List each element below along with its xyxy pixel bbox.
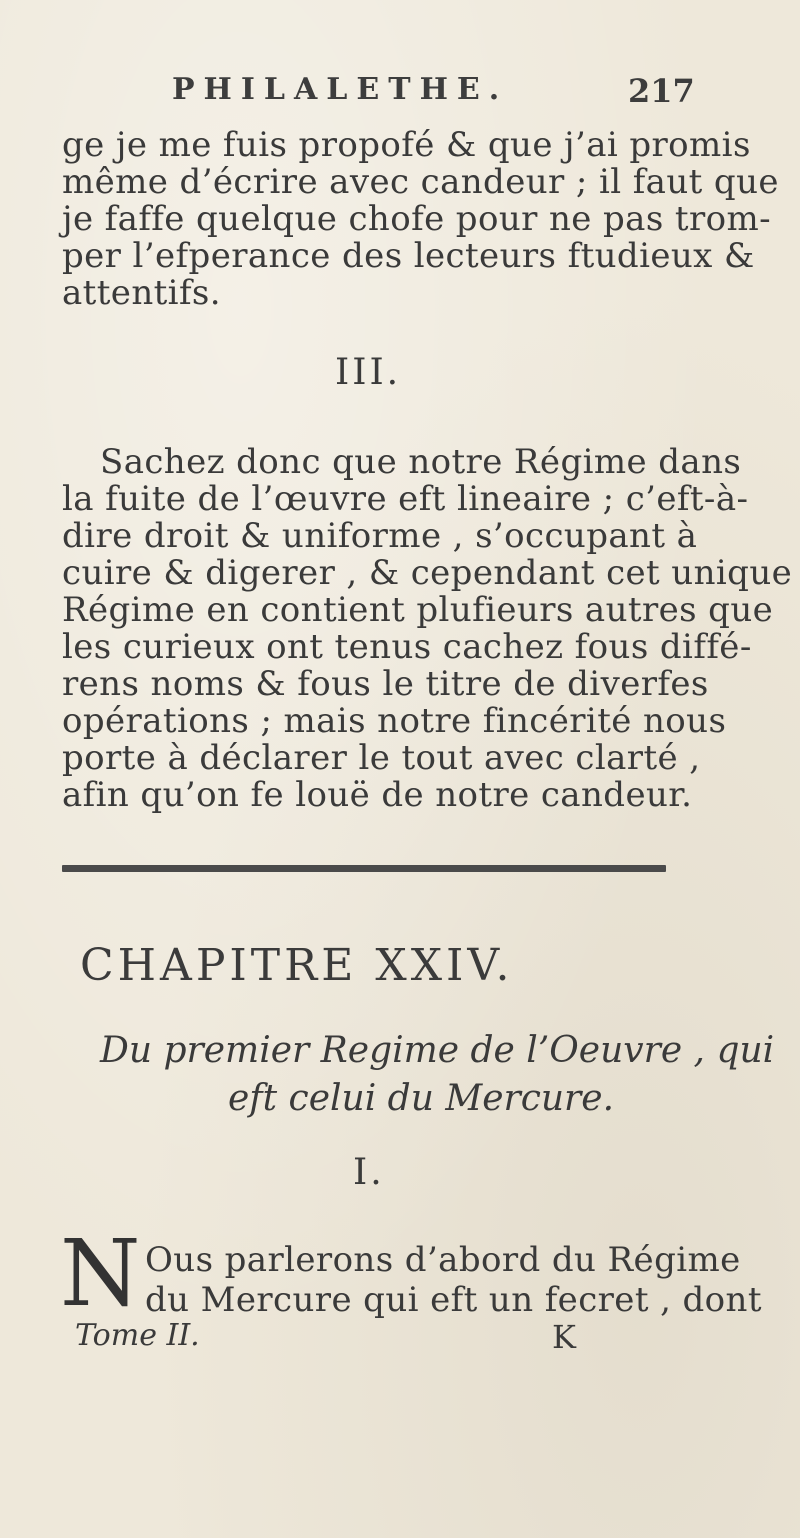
text-line: dire droit & uniforme , s’occupant à (62, 516, 698, 556)
text-line: opérations ; mais notre fincérité nous (62, 701, 727, 741)
text-line: per l’efperance des lecteurs ftudieux & (62, 236, 755, 276)
text-line: afin qu’on fe louë de notre candeur. (62, 775, 693, 815)
text-line: la fuite de l’œuvre eft lineaire ; c’eft-à- (62, 479, 749, 519)
text-line: Régime en contient plufieurs autres que (62, 590, 774, 630)
page-number: 217 (628, 72, 695, 110)
text-line: même d’écrire avec candeur ; il faut que (62, 162, 779, 202)
volume-label: Tome II. (75, 1318, 200, 1353)
signature-mark: K (552, 1318, 576, 1356)
text-line: les curieux ont tenus cachez fous diffé- (62, 627, 752, 667)
text-line: rens noms & fous le titre de diverfes (62, 664, 709, 704)
text-line: je faffe quelque chofe pour ne pas trom- (62, 199, 772, 239)
text-line: Ous parlerons d’abord du Régime (145, 1240, 741, 1280)
chapter-subtitle-line: Du premier Regime de l’Oeuvre , qui (100, 1030, 775, 1071)
text-line: porte à déclarer le tout avec clarté , (62, 738, 701, 778)
chapter-title: CHAPITRE XXIV. (80, 940, 514, 991)
text-line: attentifs. (62, 273, 221, 313)
text-line: cuire & digerer , & cependant cet unique (62, 553, 793, 593)
running-title: PHILALETHE. (172, 72, 509, 107)
section-divider (62, 865, 666, 872)
chapter-subtitle-line: eft celui du Mercure. (228, 1078, 615, 1119)
drop-cap: N (60, 1220, 141, 1327)
section-number: III. (335, 352, 402, 393)
text-line: Sachez donc que notre Régime dans (100, 442, 742, 482)
text-line: ge je me fuis propofé & que j’ai promis (62, 125, 751, 165)
section-number: I. (353, 1152, 385, 1193)
text-line: du Mercure qui eft un fecret , dont (145, 1280, 762, 1320)
